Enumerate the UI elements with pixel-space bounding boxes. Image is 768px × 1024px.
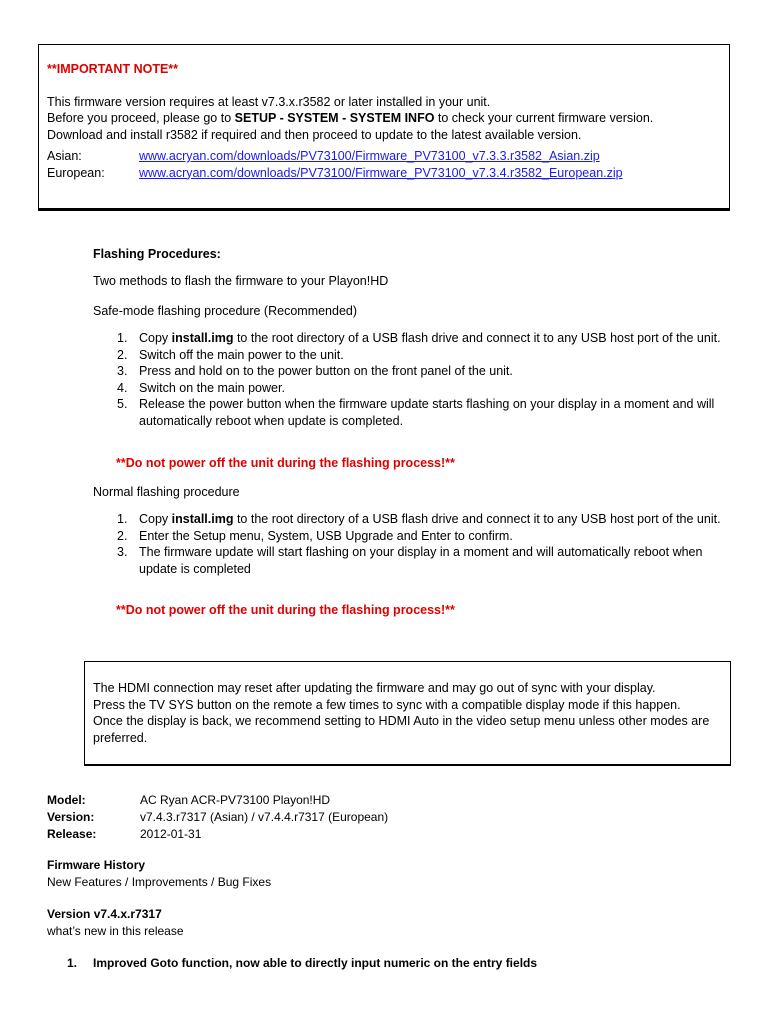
step-text: Enter the Setup menu, System, USB Upgrade and Enter to confirm. — [139, 528, 513, 543]
asian-download-link[interactable]: www.acryan.com/downloads/PV73100/Firmware_PV73100_v7.3.3.r3582_Asian.zip — [139, 149, 600, 163]
step-text: Switch off the main power to the unit. — [139, 347, 344, 362]
flashing-procedures-title: Flashing Procedures: — [93, 247, 221, 261]
step-text: Release the power button when the firmware update starts flashing on your display in a moment and will automatically reboot when update is completed. — [139, 397, 715, 428]
asian-label: Asian: — [47, 149, 82, 163]
item-text: Improved Goto function, now able to directly input numeric on the entry fields — [93, 956, 538, 970]
hdmi-line-3: Once the display is back, we recommend setting to HDMI Auto in the video setup menu unless other modes are preferred. — [93, 714, 710, 745]
safe-mode-steps — [93, 330, 733, 429]
step-bold: install.img — [171, 512, 234, 526]
info-row-model — [47, 792, 388, 809]
version-title: Version v7.4.x.r7317 — [47, 907, 162, 921]
step-number: 5. — [117, 397, 128, 411]
firmware-history — [47, 857, 271, 891]
list-item — [93, 396, 733, 429]
step-number: 2. — [117, 528, 128, 543]
step-number: 4. — [117, 380, 128, 395]
list-item — [93, 511, 733, 528]
note-line-2-bold: SETUP - SYSTEM - SYSTEM INFO — [234, 111, 435, 125]
info-key: Release: — [47, 827, 97, 841]
version-subtitle: what’s new in this release — [47, 924, 184, 938]
asian-link-row — [47, 148, 721, 165]
step-number: 3. — [117, 364, 128, 378]
info-row-release — [47, 826, 388, 843]
normal-procedure-title: Normal flashing procedure — [93, 485, 240, 499]
list-item — [93, 544, 733, 577]
important-note-box — [38, 44, 730, 209]
normal-procedure-steps — [93, 511, 733, 577]
step-text: Switch on the main power. — [139, 380, 285, 395]
step-bold: install.img — [171, 331, 234, 345]
history-subtitle: New Features / Improvements / Bug Fixes — [47, 875, 272, 889]
power-warning-2: **Do not power off the unit during the flashing process!** — [116, 603, 455, 617]
step-text: Copy — [139, 331, 172, 345]
hdmi-line-1: The HDMI connection may reset after updating the firmware and may go out of sync with your display. — [93, 681, 656, 695]
step-text: Press and hold on to the power button on the front panel of the unit. — [139, 364, 513, 378]
european-link-row — [47, 165, 721, 182]
item-number: 1. — [67, 956, 78, 970]
release-info — [47, 792, 388, 843]
step-number: 3. — [117, 545, 128, 559]
step-text-post: to the root directory of a USB flash drive and connect it to any USB host port of the unit. — [233, 512, 721, 526]
european-label: European: — [47, 165, 105, 180]
list-item — [93, 528, 733, 545]
info-value: v7.4.3.r7317 (Asian) / v7.4.4.r7317 (European) — [140, 810, 389, 824]
note-line-2 — [47, 110, 721, 127]
note-line-2-post: to check your current firmware version. — [434, 111, 654, 125]
info-row-version — [47, 809, 388, 826]
step-text: The firmware update will start flashing on your display in a moment and will automatically reboot when update is completed — [139, 545, 703, 576]
step-number: 1. — [117, 331, 128, 345]
list-item — [67, 956, 537, 970]
note-line-2-pre: Before you proceed, please go to — [47, 111, 235, 125]
step-number: 2. — [117, 347, 128, 362]
list-item — [93, 363, 733, 380]
list-item — [93, 330, 733, 347]
safe-mode-title: Safe-mode flashing procedure (Recommended) — [93, 304, 358, 318]
info-key: Version: — [47, 810, 95, 824]
hdmi-line-2: Press the TV SYS button on the remote a few times to sync with a compatible display mode if this happen. — [93, 697, 681, 712]
list-item — [93, 347, 733, 364]
important-note-heading: **IMPORTANT NOTE** — [47, 62, 179, 76]
info-value: 2012-01-31 — [140, 827, 202, 841]
european-download-link[interactable]: www.acryan.com/downloads/PV73100/Firmware_PV73100_v7.3.4.r3582_European.zip — [139, 165, 623, 180]
power-warning-1: **Do not power off the unit during the flashing process!** — [116, 456, 455, 470]
version-section — [47, 906, 184, 940]
step-number: 1. — [117, 512, 128, 526]
step-text-post: to the root directory of a USB flash drive and connect it to any USB host port of the unit. — [233, 331, 721, 345]
history-title: Firmware History — [47, 858, 146, 872]
list-item — [93, 380, 733, 397]
hdmi-note-box — [84, 661, 731, 765]
note-line-1: This firmware version requires at least v7.3.x.r3582 or later installed in your unit. — [47, 94, 491, 109]
note-line-3: Download and install r3582 if required and then proceed to update to the latest available version. — [47, 127, 582, 142]
info-value: AC Ryan ACR-PV73100 Playon!HD — [140, 793, 331, 807]
flashing-intro: Two methods to flash the firmware to your Playon!HD — [93, 274, 389, 288]
step-text: Copy — [139, 512, 172, 526]
info-key: Model: — [47, 793, 86, 807]
